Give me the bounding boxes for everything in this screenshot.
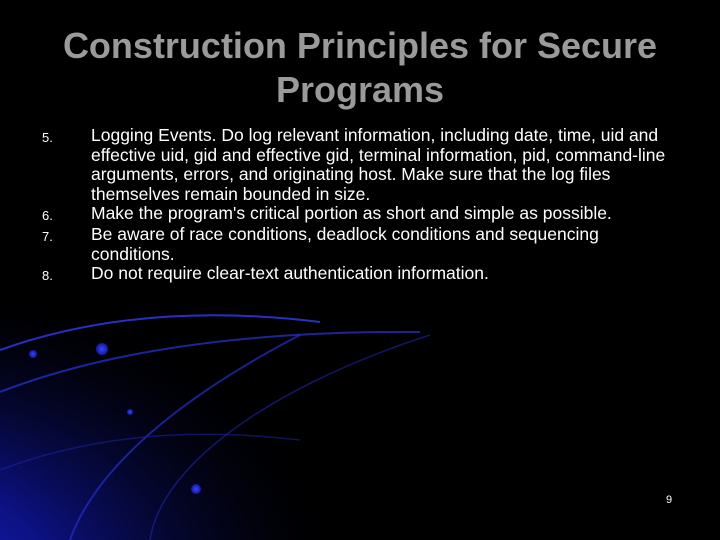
numbered-list: [42, 126, 682, 285]
decorative-dot-2: [29, 350, 37, 358]
list-item-number: 8.: [42, 268, 53, 283]
list-item-text: Logging Events. Do log relevant information, including date, time, uid and effective uid, gid and effective gid, terminal information, pid, command-line arguments, errors, and originating host. Make sure that the log files themselves remain bounded in size.: [91, 125, 666, 204]
list-item-number: 5.: [42, 130, 53, 145]
list-item-number: 6.: [42, 208, 53, 223]
list-item: [42, 126, 682, 204]
list-item-text: Make the program's critical portion as short and simple as possible.: [91, 203, 612, 223]
list-item-number: 7.: [42, 229, 53, 244]
list-item-text: Do not require clear-text authentication information.: [91, 263, 489, 283]
list-item: [42, 225, 682, 264]
slide-title: Construction Principles for Secure Programs: [62, 25, 658, 110]
list-item: [42, 264, 682, 285]
list-item: [42, 204, 682, 225]
list-item-text: Be aware of race conditions, deadlock conditions and sequencing conditions.: [91, 224, 599, 264]
decorative-dot-1: [96, 343, 108, 355]
page-number: 9: [666, 494, 673, 506]
decorative-dot-3: [191, 484, 201, 494]
decorative-dot-4: [127, 409, 133, 415]
